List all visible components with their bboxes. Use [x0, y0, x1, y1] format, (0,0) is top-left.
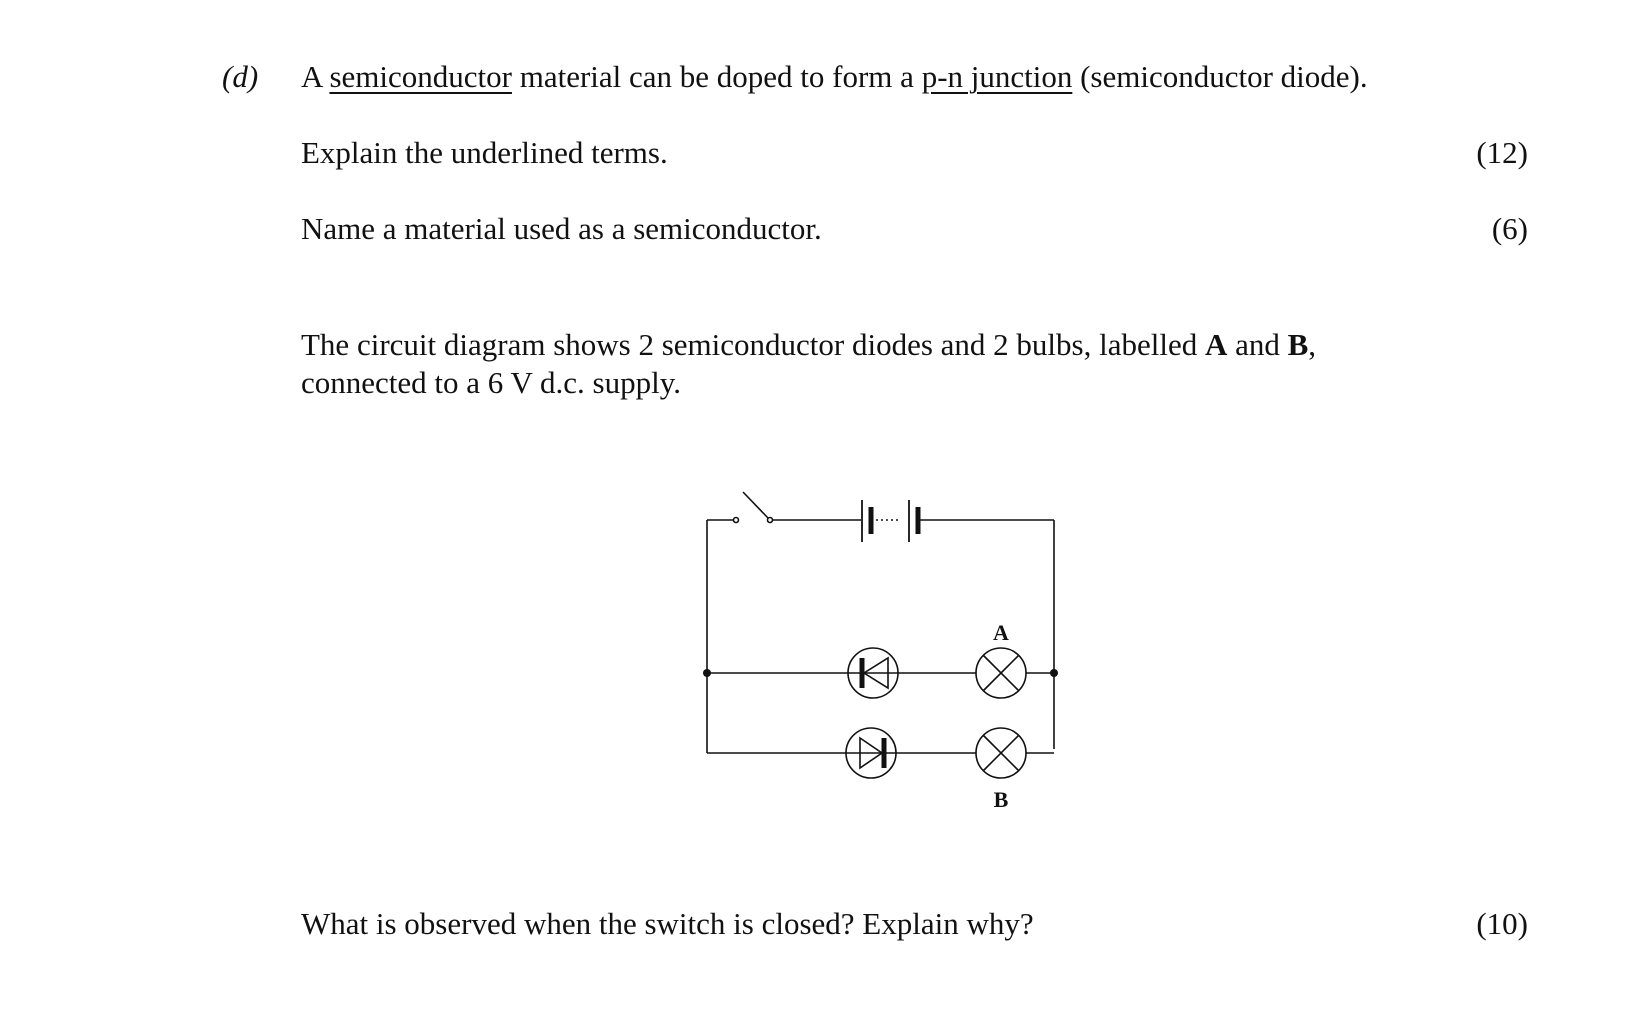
intro-post: (semiconductor diode). [1072, 59, 1368, 94]
circuit-desc-part2: , [1308, 327, 1317, 362]
circuit-desc-and: and [1227, 327, 1288, 362]
marks-switch-closed: (10) [1476, 906, 1528, 941]
circuit-description [301, 326, 1451, 402]
battery-icon [862, 500, 918, 542]
circuit-desc-part1: The circuit diagram shows 2 semiconductor diodes and 2 bulbs, labelled [301, 327, 1205, 362]
bulb-a-label: A [993, 620, 1009, 645]
circuit-diagram [690, 480, 1080, 820]
intro-line [301, 58, 1368, 96]
switch-contact-left [734, 518, 739, 523]
bulb-b-label: B [993, 787, 1009, 812]
term-pn-junction: p-n junction [921, 59, 1073, 94]
part-label: (d) [222, 59, 259, 94]
intro-pre: A [301, 59, 330, 94]
junction-right [1050, 669, 1058, 677]
switch-blade [743, 492, 768, 518]
marks-name-material: (6) [1491, 211, 1528, 246]
circuit-desc-part3: connected to a 6 V d.c. supply. [301, 365, 681, 400]
bulb-b-icon [976, 728, 1026, 778]
junction-left [703, 669, 711, 677]
diode-reverse-icon [848, 648, 898, 698]
question-explain: Explain the underlined terms. [301, 135, 668, 170]
term-semiconductor: semiconductor [329, 59, 512, 94]
question-switch-closed: What is observed when the switch is closed? Explain why? [301, 906, 1034, 941]
bulb-a-icon [976, 648, 1026, 698]
switch-contact-right [768, 518, 773, 523]
label-a-inline: A [1204, 327, 1228, 362]
diode-forward-icon [846, 728, 896, 778]
question-name-material: Name a material used as a semiconductor. [301, 211, 822, 246]
intro-mid: material can be doped to form a [511, 59, 922, 94]
label-b-inline: B [1287, 327, 1309, 362]
marks-explain: (12) [1476, 135, 1528, 170]
